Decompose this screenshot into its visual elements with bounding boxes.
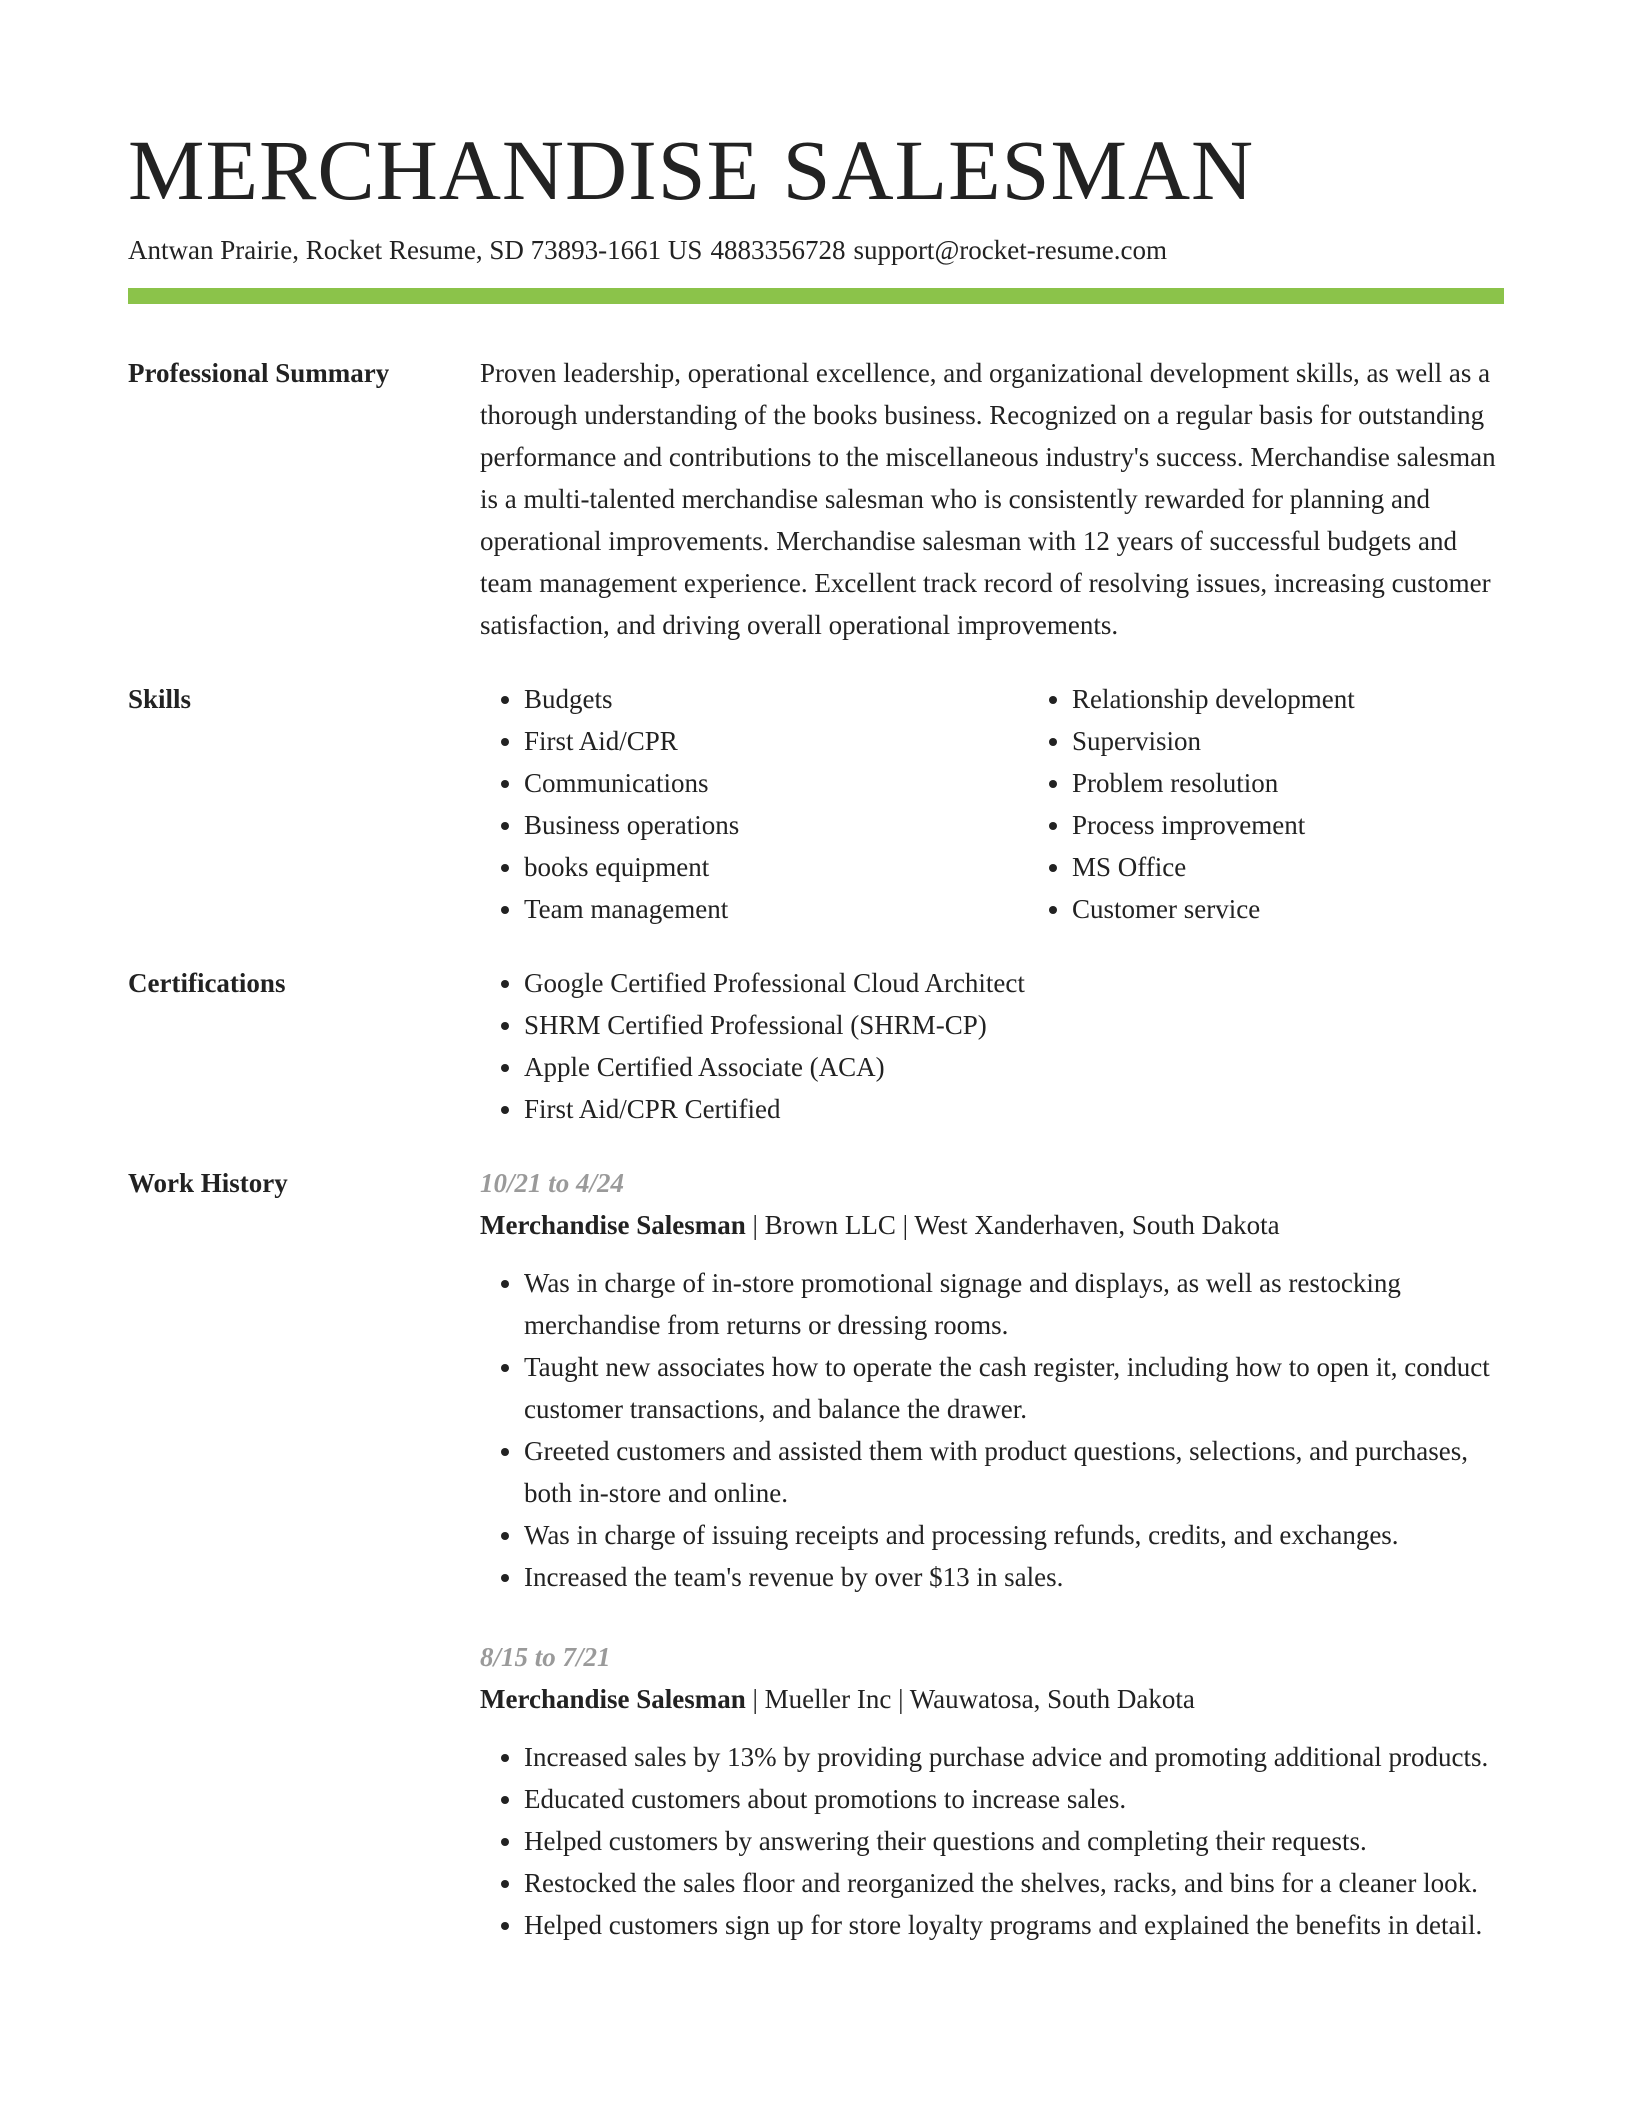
job-bullet: • Increased sales by 13% by providing purchase advice and promoting additional products. [524,1736,1504,1778]
skill-item: • Problem resolution [1072,762,1576,804]
skill-item: • Communications [524,762,1028,804]
certification-item: • First Aid/CPR Certified [524,1088,1504,1130]
job-dates: 8/15 to 7/21 [480,1642,611,1672]
certifications-list [480,962,1504,1130]
skill-item: • Team management [524,888,1028,930]
summary-text: Proven leadership, operational excellence, and organizational development skills, as well as a thorough understanding of the books business. Recognized on a regular basis for outstanding performance and contributions to the miscellaneous industry's success. Merchandise salesman is a multi-talented merchandise salesman who is consistently rewarded for planning and operational improvements. Merchandise salesman with 12 years of successful budgets and team management experience. Excellent track record of resolving issues, increasing customer satisfaction, and driving overall operational improvements. [480,358,1496,640]
skill-item: • MS Office [1072,846,1576,888]
skills-list-right [1028,678,1576,930]
job-bullet: • Was in charge of issuing receipts and processing refunds, credits, and exchanges. [524,1514,1504,1556]
section-skills [128,678,1504,930]
section-body-work-history [480,1162,1504,1984]
job-bullet: • Helped customers by answering their questions and completing their requests. [524,1820,1504,1862]
job-title: Merchandise Salesman [480,1684,746,1714]
skill-item: • Budgets [524,678,1028,720]
skill-item: • Relationship development [1072,678,1576,720]
contact-line [128,232,1504,268]
resume-name: MERCHANDISE SALESMAN [128,122,1255,218]
section-certifications [128,962,1504,1130]
skill-item: • Supervision [1072,720,1576,762]
job-bullet: • Was in charge of in-store promotional signage and displays, as well as restocking merchandise from returns or dressing rooms. [524,1262,1504,1346]
job-details: | Brown LLC | West Xanderhaven, South Dakota [745,1210,1280,1240]
section-label-work-history: Work History [128,1168,288,1198]
section-label-skills: Skills [128,684,192,714]
section-body-summary [480,352,1504,646]
job-bullet: • Taught new associates how to operate the cash register, including how to open it, conduct customer transactions, and balance the drawer. [524,1346,1504,1430]
job-details: | Mueller Inc | Wauwatosa, South Dakota [745,1684,1195,1714]
job-entry [480,1162,1504,1598]
section-label-certifications: Certifications [128,968,286,998]
job-heading [480,1204,1504,1246]
skill-item: • Business operations [524,804,1028,846]
skill-item: • Process improvement [1072,804,1576,846]
section-label-summary: Professional Summary [128,358,390,388]
job-bullet: • Greeted customers and assisted them with product questions, selections, and purchases, both in-store and online. [524,1430,1504,1514]
job-bullet: • Educated customers about promotions to increase sales. [524,1778,1504,1820]
certification-item: • Apple Certified Associate (ACA) [524,1046,1504,1088]
section-work-history [128,1162,1504,1984]
job-bullet: • Helped customers sign up for store loyalty programs and explained the benefits in detail. [524,1904,1504,1946]
contact-phone: 4883356728 [710,235,846,265]
section-body-skills [480,678,1576,930]
section-body-certifications [480,962,1504,1130]
skill-item: • First Aid/CPR [524,720,1028,762]
section-summary [128,352,1504,646]
skills-grid [480,678,1576,930]
job-entry [480,1636,1504,1946]
skill-item: • books equipment [524,846,1028,888]
job-heading [480,1678,1504,1720]
skill-item: • Customer service [1072,888,1576,930]
header-divider [128,288,1504,304]
job-bullet: • Increased the team's revenue by over $13 in sales. [524,1556,1504,1598]
job-bullets [480,1262,1504,1598]
job-bullet: • Restocked the sales floor and reorganized the shelves, racks, and bins for a cleaner look. [524,1862,1504,1904]
job-title: Merchandise Salesman [480,1210,746,1240]
contact-email: support@rocket-resume.com [853,235,1167,265]
job-bullets [480,1736,1504,1946]
job-dates: 10/21 to 4/24 [480,1168,625,1198]
skills-list-left [480,678,1028,930]
certification-item: • SHRM Certified Professional (SHRM-CP) [524,1004,1504,1046]
contact-address: Antwan Prairie, Rocket Resume, SD 73893-1661 US [128,235,703,265]
certification-item: • Google Certified Professional Cloud Architect [524,962,1504,1004]
